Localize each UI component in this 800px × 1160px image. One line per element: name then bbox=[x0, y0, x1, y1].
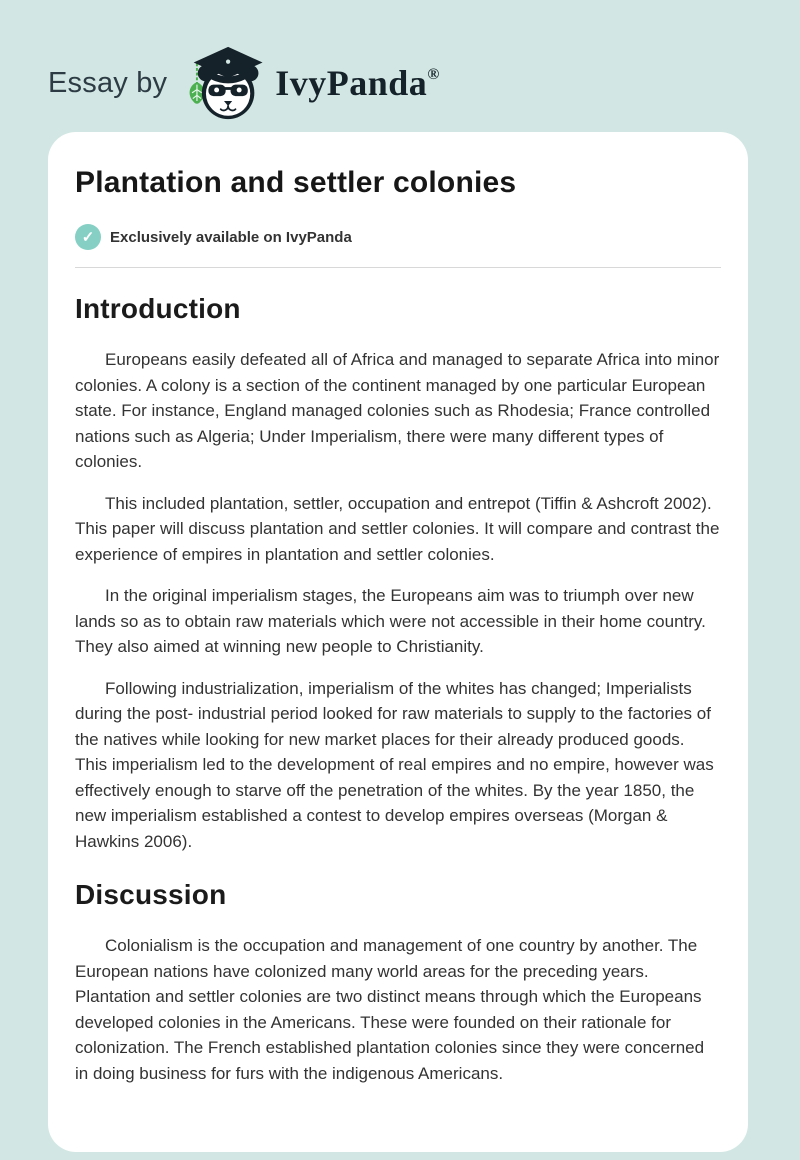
section-heading-discussion: Discussion bbox=[75, 879, 227, 910]
availability-label: Exclusively available on IvyPanda bbox=[110, 228, 352, 246]
section-introduction bbox=[75, 293, 721, 854]
panda-graduate-icon bbox=[183, 41, 265, 125]
section-heading-introduction: Introduction bbox=[75, 293, 241, 324]
paragraph: Colonialism is the occupation and management of one country by another. The European nations have colonized many world areas for the preceding years. Plantation and settler colonies are two distinct means through which the Europeans developed colonies in the Americans. These were founded on their rationale for colonization. The French established plantation colonies since they were concerned in doing business for furs with the indigenous Americans. bbox=[75, 936, 705, 1083]
paragraph: Following industrialization, imperialism of the whites has changed; Imperialists during the post- industrial period looked for raw materials to supply to the factories of the natives while looking for new market places for their already produced goods. This imperialism led to the development of real empires and no empire, however was effectively enough to starve off the penetration of the whites. By the year 1850, the new imperialism established a contest to develop empires overseas (Morgan & Hawkins 2006). bbox=[75, 678, 714, 851]
paragraph: Europeans easily defeated all of Africa and managed to separate Africa into minor colonies. A colony is a section of the continent managed by one particular European state. For instance, England managed colonies such as Rhodesia; France controlled nations such as Algeria; Under Imperialism, there were many different types of colonies. bbox=[75, 350, 720, 471]
brand-wordmark bbox=[275, 62, 439, 104]
essay-title: Plantation and settler colonies bbox=[75, 166, 517, 199]
paragraph: This included plantation, settler, occupation and entrepot (Tiffin & Ashcroft 2002). This paper will discuss plantation and settler colonies. It will compare and contrast the experience of empires in plantation and settler colonies. bbox=[75, 493, 720, 564]
essay-by-label: Essay by bbox=[48, 66, 168, 99]
check-icon: ✓ bbox=[75, 224, 101, 250]
brand-name: IvyPanda bbox=[275, 63, 428, 103]
section-discussion bbox=[75, 879, 721, 1086]
availability-badge bbox=[75, 224, 721, 250]
paragraph: In the original imperialism stages, the Europeans aim was to triumph over new lands so as to obtain raw materials which were not accessible in their home country. They also aimed at winning new people to Christianity. bbox=[75, 586, 706, 656]
registered-mark: ® bbox=[427, 66, 440, 83]
essay-card bbox=[48, 132, 748, 1152]
site-header bbox=[0, 0, 800, 132]
divider bbox=[75, 267, 721, 268]
